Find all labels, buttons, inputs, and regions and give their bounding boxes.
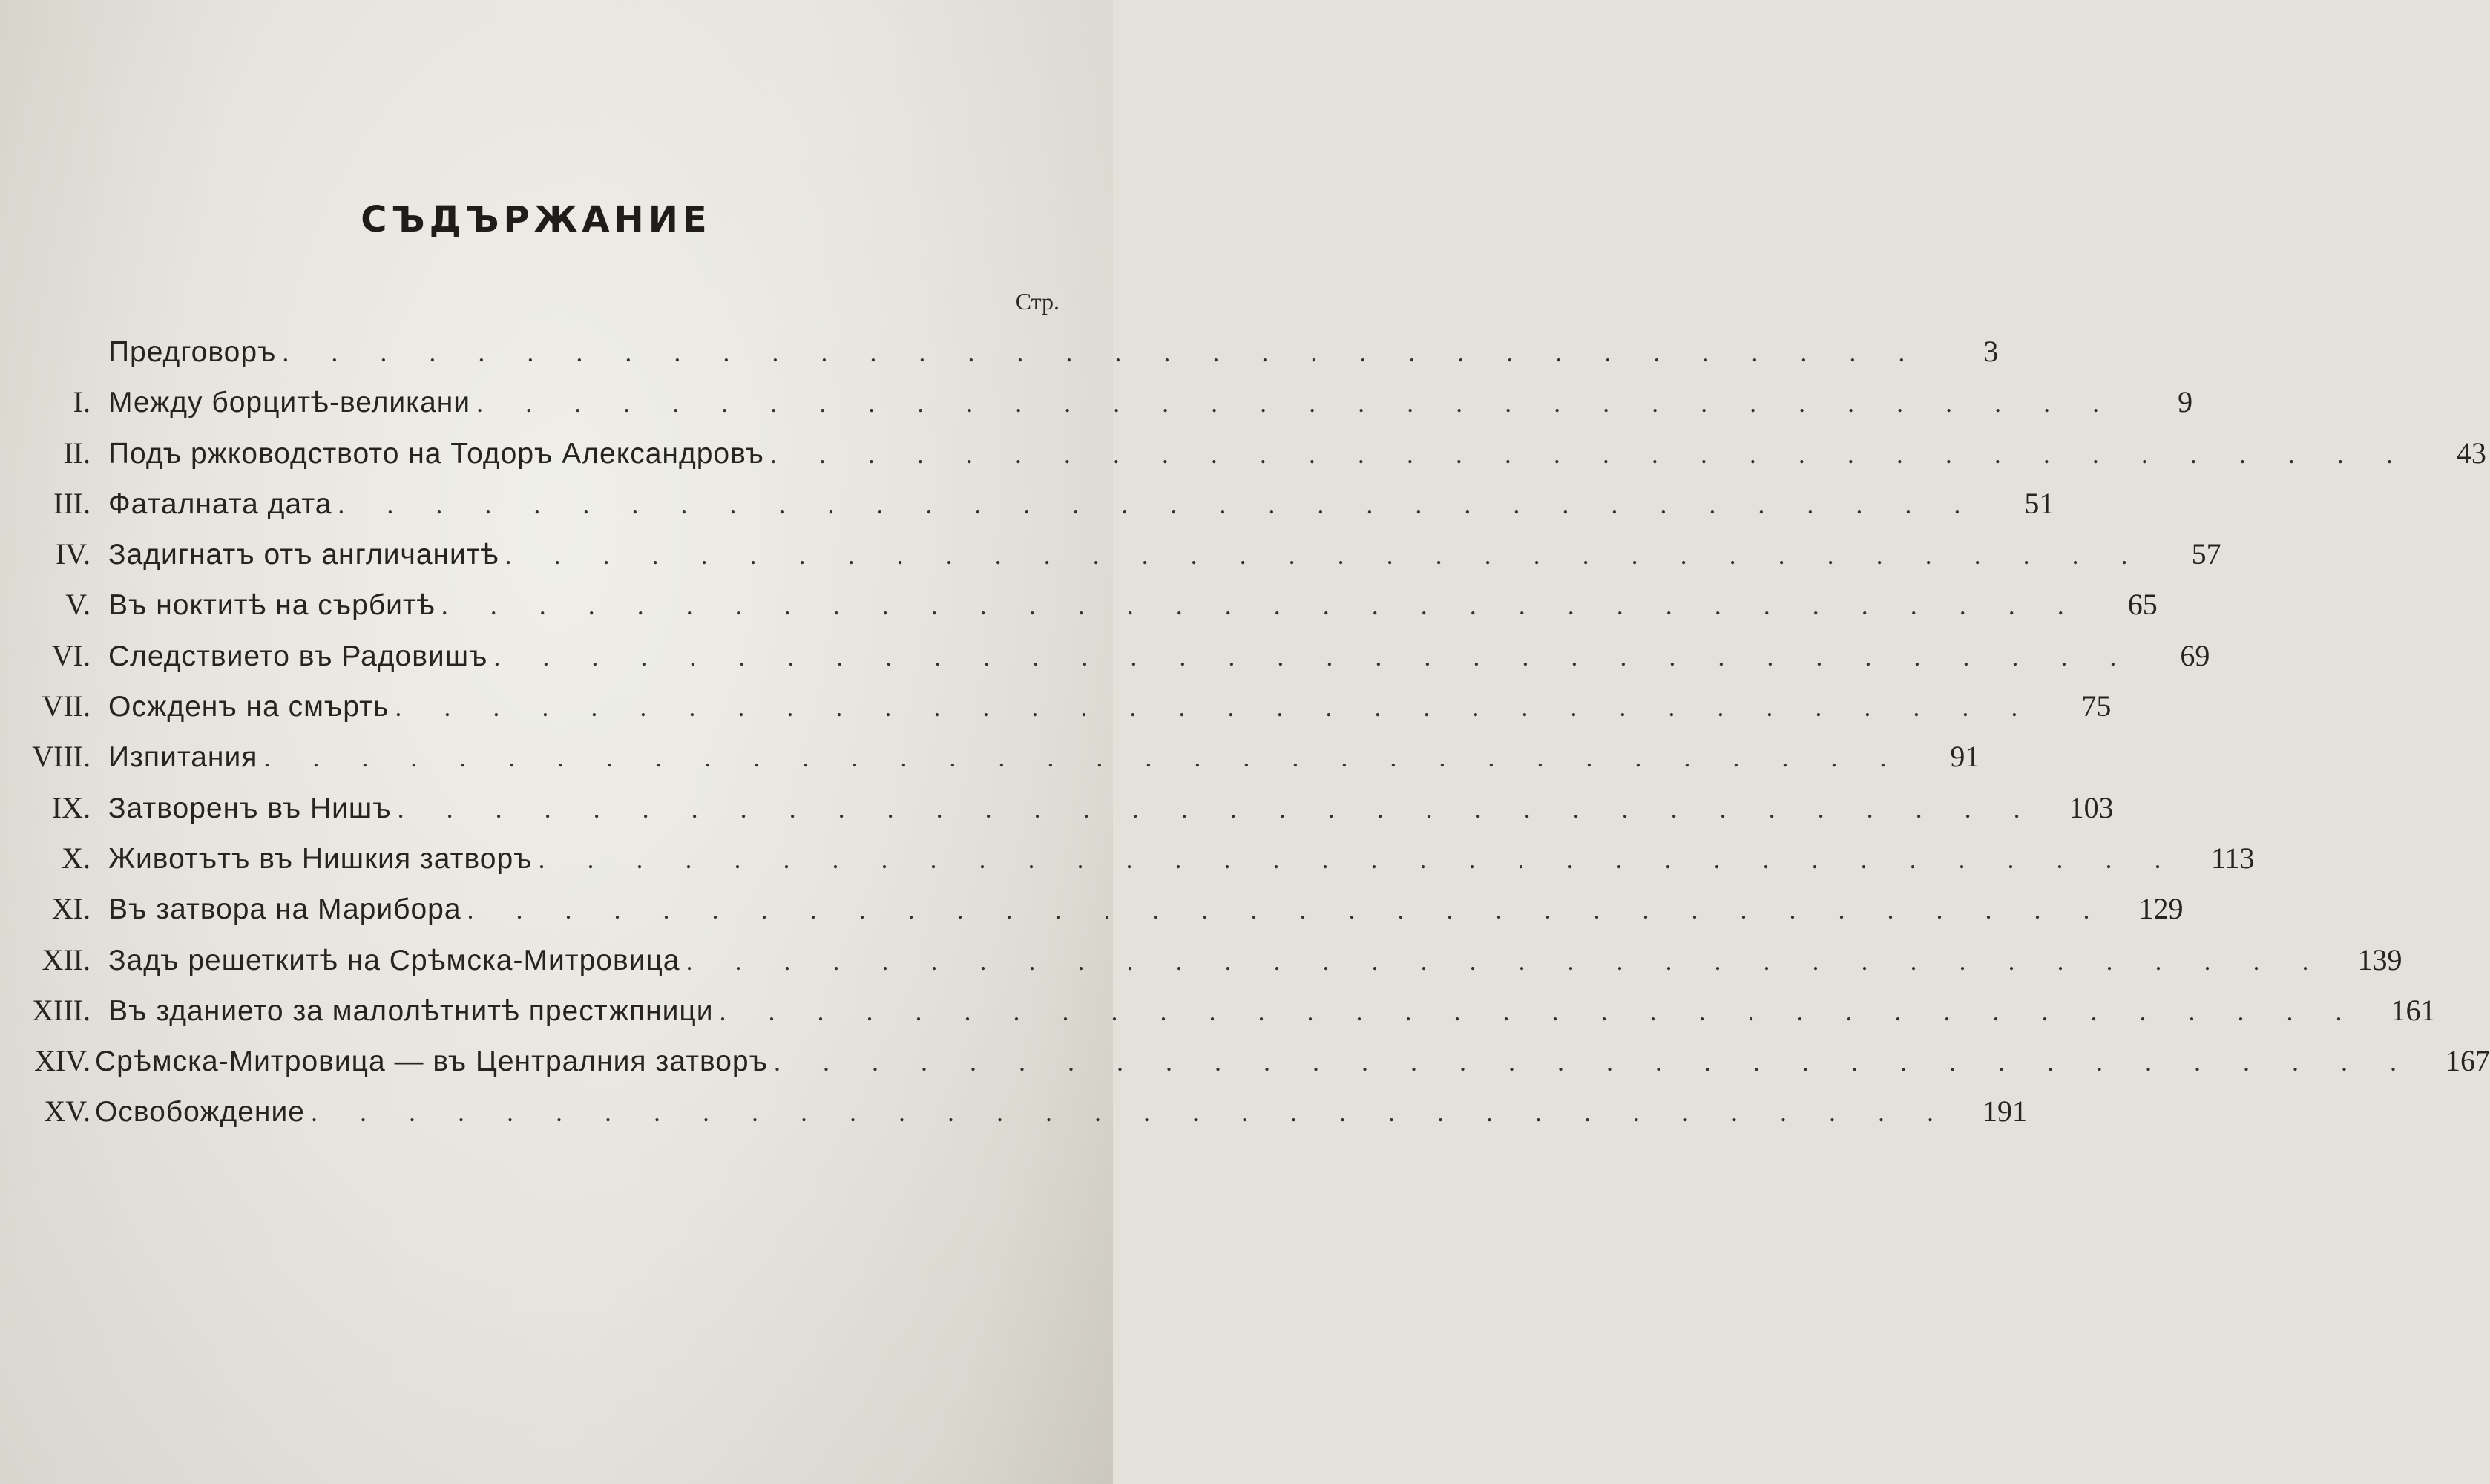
page-number: 75: [2081, 689, 2112, 723]
chapter-title: Осжденъ на смърть: [108, 691, 390, 723]
dot-leader: . . . . . . . . . . . . . . . . . . . . . . . . . . . . . . . . . .: [338, 489, 1979, 519]
page-number: 113: [2211, 841, 2255, 875]
dot-leader: . . . . . . . . . . . . . . . . . . . . . . . . . . . . . . . . . .: [476, 388, 2118, 418]
toc-entry: [0, 1086, 2027, 1137]
chapter-title: Задигнатъ отъ англичанитѣ: [108, 539, 499, 571]
chapter-title: Подъ ржководството на Тодоръ Александровъ: [108, 437, 764, 470]
dot-leader: . . . . . . . . . . . . . . . . . . . . . . . . . . . . . . . . . .: [773, 1047, 2414, 1077]
chapter-number: XI.: [51, 892, 91, 926]
chapter-number: V.: [65, 588, 91, 622]
page-number: 57: [2191, 537, 2221, 571]
toc-entry: [0, 631, 2210, 681]
chapter-number: II.: [63, 436, 91, 470]
chapter-title: Следствието въ Радовишъ: [108, 640, 488, 672]
page-title: СЪДЪРЖАНИЕ: [361, 199, 712, 240]
toc-entry: [0, 783, 2114, 833]
page-number: 9: [2178, 385, 2193, 419]
chapter-number: IV.: [55, 537, 91, 571]
dot-leader: . . . . . . . . . . . . . . . . . . . . . . . . . . . . . . . . . .: [397, 793, 2038, 824]
chapter-title: Изпитания: [108, 741, 258, 774]
chapter-title: Освобождение: [95, 1096, 305, 1129]
chapter-title: Въ ноктитѣ на сърбитѣ: [108, 589, 436, 622]
toc-entry: [0, 326, 1999, 377]
page-number: 139: [2357, 942, 2402, 976]
chapter-title: Между борцитѣ-великани: [108, 387, 471, 419]
page-number: 3: [1983, 335, 1999, 368]
chapter-title: Задъ решеткитѣ на Срѣмска-Митровица: [108, 944, 680, 976]
chapter-title: Затворенъ въ Нишъ: [108, 792, 392, 824]
chapter-title: Срѣмска-Митровица — въ Централния затворъ: [95, 1045, 768, 1078]
page-number: 51: [2024, 486, 2054, 520]
chapter-number: VII.: [42, 689, 91, 723]
dot-leader: . . . . . . . . . . . . . . . . . . . . . . . . . . . . . . . . . .: [441, 591, 2082, 621]
toc-entry: [0, 681, 2112, 732]
toc-entry: [0, 580, 2158, 630]
toc-entry: [0, 428, 2486, 479]
dot-leader: . . . . . . . . . . . . . . . . . . . . . . . . . . . . . . . . . .: [263, 743, 1905, 773]
page-number: 43: [2456, 436, 2486, 470]
page-number: 103: [2069, 790, 2114, 824]
page-number: 69: [2180, 638, 2210, 672]
page-number: 65: [2127, 588, 2158, 622]
dot-leader: . . . . . . . . . . . . . . . . . . . . . . . . . . . . . . . . . .: [686, 945, 2327, 976]
dot-leader: . . . . . . . . . . . . . . . . . . . . . . . . . . . . . . . . . .: [769, 439, 2411, 469]
dot-leader: . . . . . . . . . . . . . . . . . . . . . . . . . . . . . . . . . .: [493, 641, 2135, 672]
page-column-label: Стр.: [1015, 288, 1060, 315]
toc-entry: [0, 479, 2054, 529]
dot-leader: . . . . . . . . . . . . . . . . . . . . . . . . . . . . . . . . . .: [538, 844, 2179, 874]
chapter-title: Въ зданието за малолѣтнитѣ престжпници: [108, 994, 714, 1027]
dot-leader: . . . . . . . . . . . . . . . . . . . . . . . . . . . . . . . . . .: [505, 540, 2146, 571]
chapter-title: Предговоръ: [108, 336, 277, 368]
chapter-number: XIV.: [34, 1044, 91, 1078]
chapter-number: IX.: [51, 790, 91, 824]
chapter-number: XII.: [42, 942, 91, 976]
toc-entry: [0, 935, 2402, 985]
toc-entry: [0, 985, 2436, 1036]
dot-leader: . . . . . . . . . . . . . . . . . . . . . . . . . . . . . . . . . .: [395, 692, 2036, 723]
chapter-number: VIII.: [32, 740, 91, 774]
chapter-title: Фаталната дата: [108, 487, 332, 520]
chapter-number: VI.: [51, 638, 91, 672]
dot-leader: . . . . . . . . . . . . . . . . . . . . . . . . . . . . . . . . . .: [282, 338, 1923, 367]
chapter-number: I.: [73, 385, 91, 419]
chapter-number: XIII.: [32, 993, 91, 1027]
chapter-number: XV.: [44, 1094, 91, 1129]
chapter-number: X.: [62, 841, 91, 875]
chapter-title: Въ затвора на Марибора: [108, 893, 461, 926]
dot-leader: . . . . . . . . . . . . . . . . . . . . . . . . . . . . . . . . . .: [310, 1097, 1951, 1128]
chapter-number: III.: [53, 486, 91, 520]
page-number: 167: [2445, 1044, 2490, 1078]
page-number: 161: [2391, 993, 2436, 1027]
toc-entry: [0, 1036, 2490, 1086]
toc-entry: [0, 833, 2255, 884]
chapter-title: Животътъ въ Нишкия затворъ: [108, 842, 533, 875]
page-number: 129: [2138, 892, 2184, 926]
dot-leader: . . . . . . . . . . . . . . . . . . . . . . . . . . . . . . . . . .: [719, 996, 2360, 1026]
dot-leader: . . . . . . . . . . . . . . . . . . . . . . . . . . . . . . . . . .: [467, 895, 2108, 925]
toc-entry: [0, 529, 2221, 580]
table-of-contents: [0, 326, 2490, 1137]
page-number: 91: [1950, 740, 1980, 774]
page-number: 191: [1982, 1094, 2027, 1129]
toc-entry: [0, 884, 2184, 934]
toc-entry: [0, 377, 2193, 427]
toc-entry: [0, 732, 1980, 782]
